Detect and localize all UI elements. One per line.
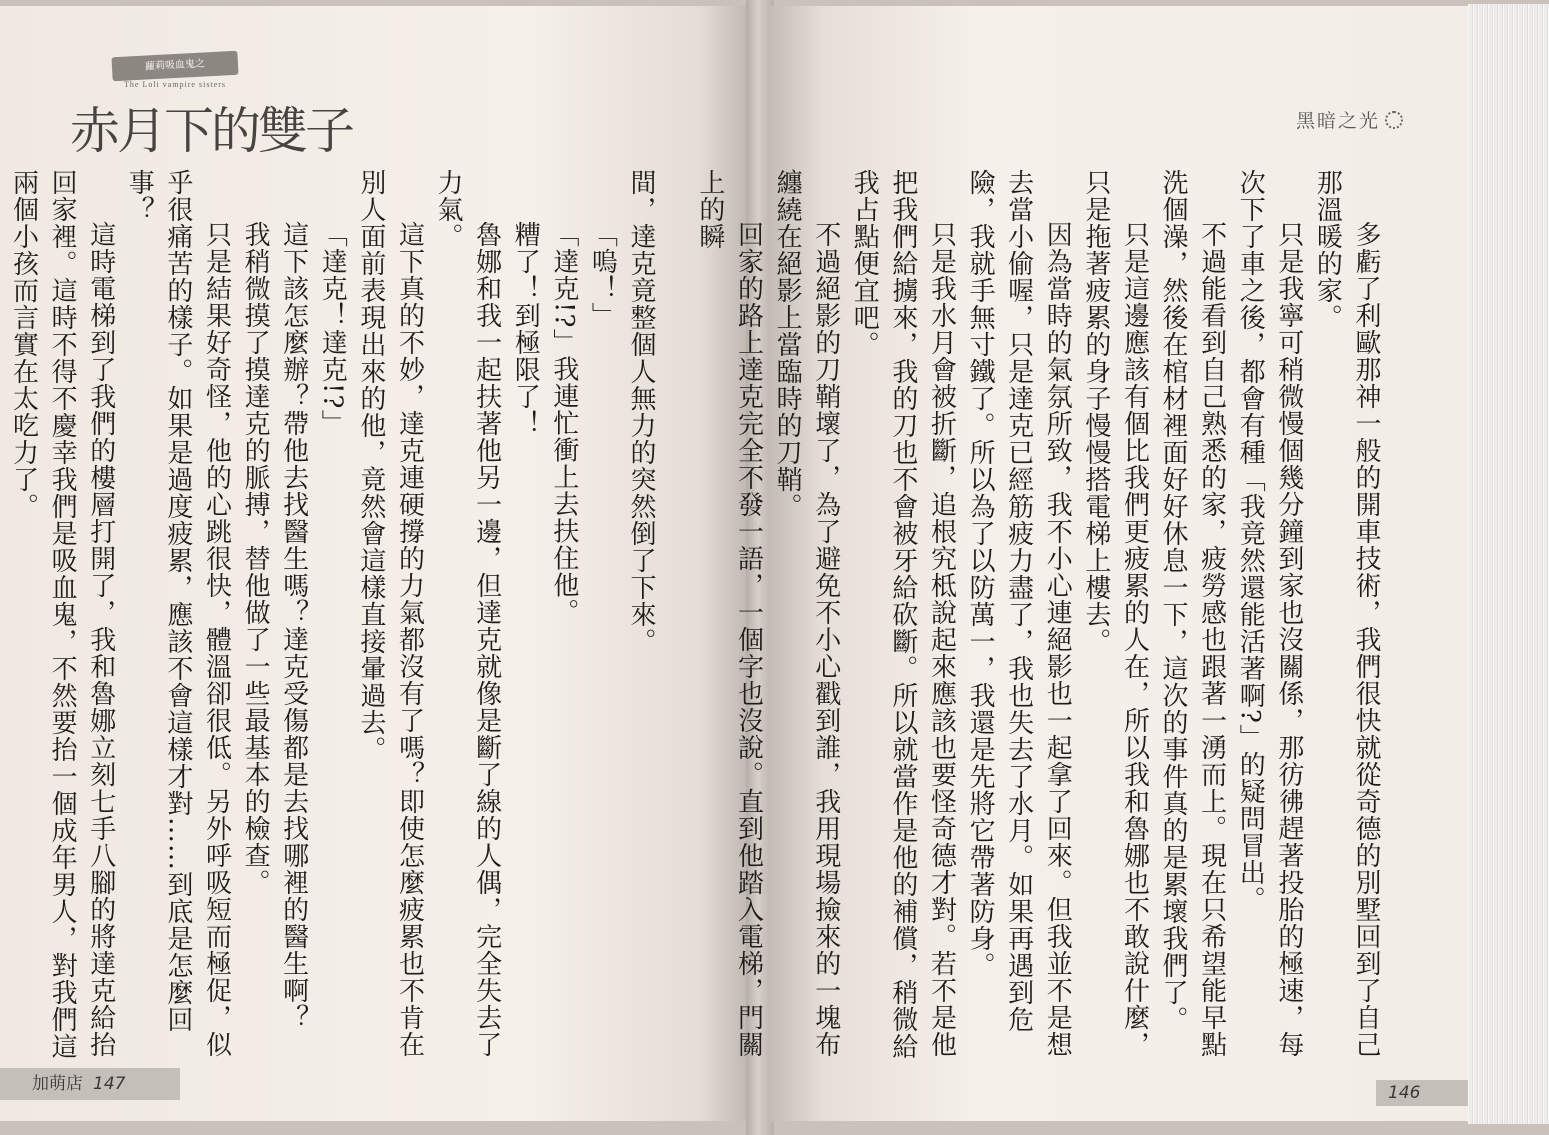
series-subtitle: The Loli vampire sisters bbox=[124, 80, 226, 89]
paragraph: 只是這邊應該有個比我們更疲累的人在，所以我和魯娜也不敢說什麼，只是拖著疲累的身子慢慢搭電梯上樓去。 bbox=[1080, 169, 1150, 1058]
paragraph: 這下真的不妙，達克連硬撐的力氣都沒有了嗎？即使怎麼疲累也不肯在別人面前表現出來的他，竟然會這樣直接暈過去。 bbox=[355, 169, 425, 1058]
book-title: 赤月下的雙子 bbox=[70, 102, 352, 160]
paragraph: 只是我水月會被折斷，追根究柢說起來應該也要怪奇德才對。若不是他把我們給擄來，我的刀也不會被牙給砍斷。所以就當作是他的補償，稍微給我占點便宜吧。 bbox=[849, 169, 957, 1060]
paragraph: 我稍微摸了摸達克的脈搏，替他做了一些最基本的檢查。 bbox=[240, 221, 271, 896]
paragraph: 「達克！達克!?」 bbox=[317, 221, 348, 437]
paragraph: 間，達克竟整個人無力的突然倒了下來。 bbox=[626, 169, 656, 655]
paragraph: 糟了！到極限了！ bbox=[510, 221, 541, 437]
left-page-body bbox=[8, 169, 660, 1069]
paragraph: 魯娜和我一起扶著他另一邊，但達克就像是斷了線的人偶，完全失去了力氣。 bbox=[433, 169, 502, 1058]
sun-ornament-icon bbox=[1385, 111, 1403, 129]
paragraph: 不過能看到自己熟悉的家，疲勞感也跟著一湧而上。現在只希望能早點洗個澡，然後在棺材裡面好好休息一下，這次的事件真的是累壞我們了。 bbox=[1158, 169, 1227, 1058]
left-page bbox=[0, 6, 752, 1121]
paragraph: 這下該怎麼辦？帶他去找醫生嗎？達克受傷都是去找哪裡的醫生啊？ bbox=[278, 221, 309, 1031]
page-edges bbox=[1468, 4, 1549, 1124]
publisher-name: 加萌店 bbox=[32, 1074, 83, 1094]
left-footer bbox=[0, 1068, 180, 1100]
chapter-header bbox=[1296, 106, 1403, 133]
right-page-number: 146 bbox=[1376, 1080, 1468, 1106]
paragraph: 因為當時的氣氛所致，我不小心連絕影也一起拿了回來。但我並不是想去當小偷喔，只是達克已經筋疲力盡了，我也失去了水月。如果再遇到危險，我就手無寸鐵了。所以為了以防萬一，我還是先將它帶著防身。 bbox=[965, 169, 1073, 1058]
chapter-title: 黑暗之光 bbox=[1296, 110, 1381, 132]
series-banner: 蘿莉吸血鬼之 bbox=[111, 51, 238, 82]
left-page-number: 147 bbox=[93, 1074, 126, 1094]
paragraph: 不過絕影的刀鞘壞了，為了避免不小心戳到誰，我用現場撿來的一塊布纏繞在絕影上當臨時的刀鞘。 bbox=[772, 169, 841, 1058]
paragraph: 「達克!?」我連忙衝上去扶住他。 bbox=[548, 221, 579, 626]
paragraph: 回家的路上達克完全不發一語，一個字也沒說。直到他踏入電梯，門關上的瞬 bbox=[694, 169, 764, 1058]
paragraph: 多虧了利歐那神一般的開車技術，我們很快就從奇德的別墅回到了自己那溫暖的家。 bbox=[1312, 169, 1381, 1058]
paragraph: 只是結果好奇怪，他的心跳很快，體溫卻很低。另外呼吸短而極促，似乎很痛苦的樣子。如果是過度疲累，應該不會這樣才對……到底是怎麼回事？ bbox=[124, 169, 232, 1058]
paragraph: 只是我寧可稍微慢個幾分鐘到家也沒關係，那彷彿趕著投胎的極速，每次下了車之後，都會有種「我竟然還能活著啊?」的疑問冒出。 bbox=[1235, 169, 1304, 1058]
paragraph: 這時電梯到了我們的樓層打開了，我和魯娜立刻七手八腳的將達克給抬回家裡。這時不得不慶幸我們是吸血鬼，不然要抬一個成年男人，對我們這兩個小孩而言實在太吃力了。 bbox=[8, 169, 116, 1060]
paragraph bbox=[0, 169, 4, 1069]
paragraph: 「嗚！」 bbox=[587, 221, 618, 329]
right-page bbox=[694, 6, 1468, 1121]
right-page-body bbox=[694, 169, 1385, 1069]
